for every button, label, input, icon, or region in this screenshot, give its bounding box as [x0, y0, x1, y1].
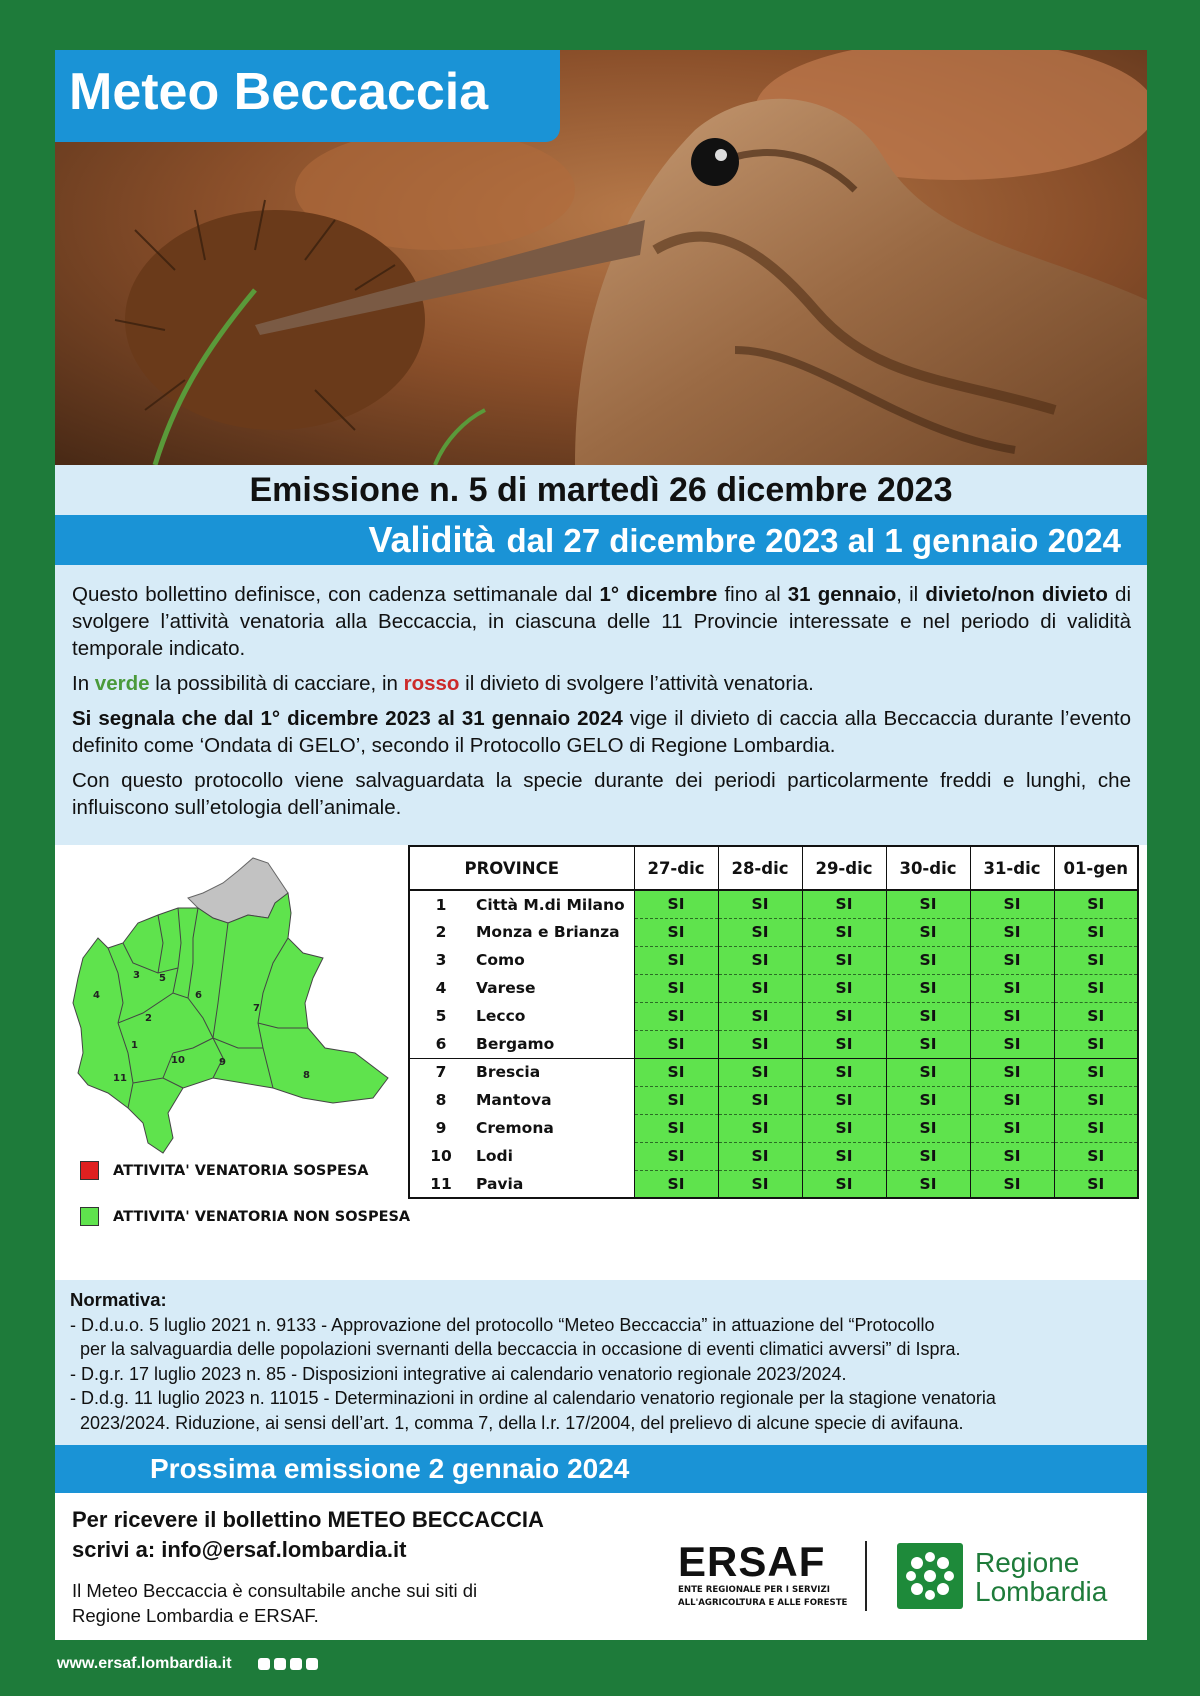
status-cell: SI	[1054, 1114, 1138, 1142]
status-cell: SI	[718, 1030, 802, 1058]
status-cell: SI	[634, 1002, 718, 1030]
status-cell: SI	[1054, 1170, 1138, 1198]
date-header: 29-dic	[802, 846, 886, 890]
subscribe-line: Per ricevere il bollettino METEO BECCACCIA	[72, 1507, 544, 1532]
legend-suspended	[80, 1161, 369, 1180]
province-number: 8	[435, 1091, 447, 1109]
status-cell: SI	[718, 918, 802, 946]
intro-text	[55, 565, 1147, 845]
instagram-icon[interactable]	[274, 1658, 286, 1670]
status-cell: SI	[718, 1170, 802, 1198]
intro-text-fragment: Questo bollettino definisce, con cadenza settimanale dal	[72, 583, 600, 606]
green-word: verde	[94, 672, 150, 695]
sites-line: Regione Lombardia e ERSAF.	[72, 1605, 319, 1626]
intro-paragraph-1	[72, 581, 1131, 662]
regione-word: Regione	[975, 1547, 1080, 1578]
map-label: 5	[159, 973, 166, 984]
status-cell: SI	[718, 946, 802, 974]
status-cell: SI	[970, 1058, 1054, 1086]
ersaf-wordmark: ERSAF	[678, 1538, 826, 1585]
legend-suspended-label: ATTIVITA' VENATORIA SOSPESA	[113, 1162, 369, 1179]
status-cell: SI	[970, 890, 1054, 918]
status-cell: SI	[886, 946, 970, 974]
rosa-camuna-icon	[897, 1543, 963, 1609]
ersaf-subtitle: ENTE REGIONALE PER I SERVIZI	[678, 1585, 830, 1595]
status-cell: SI	[634, 1170, 718, 1198]
bulletin-sheet	[55, 50, 1147, 1640]
intro-paragraph-2	[72, 670, 1131, 697]
map-label: 8	[303, 1070, 310, 1081]
table-row	[409, 946, 1138, 974]
red-swatch	[80, 1161, 99, 1180]
province-name: Varese	[472, 974, 634, 1002]
status-cell: SI	[1054, 1058, 1138, 1086]
table-row	[409, 1086, 1138, 1114]
table-row	[409, 1002, 1138, 1030]
status-cell: SI	[634, 974, 718, 1002]
hero-photo	[55, 50, 1147, 465]
status-cell: SI	[634, 890, 718, 918]
table-row	[409, 1058, 1138, 1086]
status-cell: SI	[970, 1170, 1054, 1198]
status-cell: SI	[802, 974, 886, 1002]
status-cell: SI	[634, 1058, 718, 1086]
youtube-icon[interactable]	[306, 1658, 318, 1670]
intro-text-fragment: vige il divieto di caccia alla Beccaccia durante l’evento definito come ‘Ondata di GELO’, secondo il Protocollo GELO di Regione Lombardia.	[72, 707, 1131, 757]
status-cell: SI	[1054, 1142, 1138, 1170]
province-name: Monza e Brianza	[472, 918, 634, 946]
table-row	[409, 974, 1138, 1002]
status-cell: SI	[886, 1030, 970, 1058]
status-cell: SI	[970, 1030, 1054, 1058]
intro-text-fragment: di svolgere l’attività venatoria alla Beccaccia, in ciascuna delle 11 Provincie interessate e nel periodo di validità temporale indicato.	[72, 583, 1131, 660]
validity-range: dal 27 dicembre 2023 al 1 gennaio 2024	[506, 522, 1121, 559]
status-cell: SI	[970, 946, 1054, 974]
green-swatch	[80, 1207, 99, 1226]
status-cell: SI	[970, 1142, 1054, 1170]
province-number: 3	[435, 951, 447, 969]
status-cell: SI	[1054, 890, 1138, 918]
map-label: 1	[131, 1040, 138, 1051]
status-cell: SI	[886, 1114, 970, 1142]
normativa-heading: Normativa:	[70, 1289, 167, 1310]
province-name: Como	[472, 946, 634, 974]
intro-bold-fragment: 1° dicembre	[599, 583, 718, 606]
status-cell: SI	[970, 1114, 1054, 1142]
title-banner	[55, 50, 560, 142]
status-cell: SI	[802, 918, 886, 946]
status-cell: SI	[802, 1030, 886, 1058]
status-cell: SI	[1054, 974, 1138, 1002]
normativa-item: per la salvaguardia delle popolazioni svernanti della beccaccia in occasione di eventi climatici avversi” di Ispra.	[80, 1339, 961, 1359]
normativa-item: 2023/2024. Riduzione, ai sensi dell’art. 1, comma 7, della l.r. 17/2004, del prelievo di alcune specie di avifauna.	[80, 1412, 964, 1433]
province-name: Brescia	[472, 1058, 634, 1086]
province-number: 5	[435, 1007, 447, 1025]
status-cell: SI	[718, 1142, 802, 1170]
province-name: Mantova	[472, 1086, 634, 1114]
status-cell: SI	[802, 1086, 886, 1114]
status-cell: SI	[970, 1002, 1054, 1030]
table-row	[409, 1030, 1138, 1058]
status-cell: SI	[1054, 918, 1138, 946]
status-cell: SI	[634, 1142, 718, 1170]
next-emission-date: 2 gennaio 2024	[428, 1453, 630, 1484]
sites-line: Il Meteo Beccaccia è consultabile anche sui siti di	[72, 1580, 478, 1601]
province-number: 7	[409, 1058, 472, 1086]
intro-bold-fragment: divieto/non divieto	[925, 583, 1108, 606]
province-number: 11	[430, 1174, 452, 1193]
emission-line: Emissione n. 5 di martedì 26 dicembre 2023	[55, 465, 1147, 515]
map-label: 7	[253, 1003, 260, 1014]
intro-text-fragment: il divieto di svolgere l’attività venatoria.	[459, 672, 814, 695]
linkedin-icon[interactable]	[290, 1658, 302, 1670]
intro-text-fragment: , il	[896, 583, 926, 606]
table-row	[409, 1114, 1138, 1142]
website-bar	[57, 1655, 318, 1673]
map-label: 4	[93, 990, 100, 1001]
status-cell: SI	[970, 1086, 1054, 1114]
status-cell: SI	[802, 1142, 886, 1170]
regione-lombardia-logo-icon	[897, 1543, 963, 1609]
status-cell: SI	[802, 890, 886, 918]
date-header: 30-dic	[886, 846, 970, 890]
province-number: 4	[435, 979, 447, 997]
legend-not-suspended	[80, 1207, 410, 1226]
intro-text-fragment: fino al	[717, 583, 788, 606]
legend-not-suspended-label: ATTIVITA' VENATORIA NON SOSPESA	[113, 1208, 411, 1225]
intro-text-fragment: la possibilità di cacciare, in	[149, 672, 404, 695]
date-header: 01-gen	[1054, 846, 1138, 890]
intro-bold-fragment: 31 gennaio	[787, 583, 897, 606]
intro-paragraph-3	[72, 705, 1131, 759]
status-cell: SI	[802, 1002, 886, 1030]
province-number: 10	[430, 1147, 452, 1165]
province-name: Cremona	[472, 1114, 634, 1142]
status-cell: SI	[718, 1114, 802, 1142]
province-number: 2	[435, 923, 447, 941]
status-cell: SI	[970, 974, 1054, 1002]
province-number: 6	[435, 1034, 447, 1053]
lombardy-map	[63, 853, 393, 1163]
validity-label: Validità	[368, 519, 495, 560]
province-name: Pavia	[472, 1170, 634, 1198]
status-cell: SI	[634, 1030, 718, 1058]
date-header: 28-dic	[718, 846, 802, 890]
map-label: 11	[113, 1073, 127, 1084]
website-link[interactable]: www.ersaf.lombardia.it	[57, 1655, 232, 1672]
table-row	[409, 1142, 1138, 1170]
status-cell: SI	[886, 1002, 970, 1030]
status-cell: SI	[886, 1058, 970, 1086]
regione-lombardia-text	[975, 1548, 1107, 1606]
status-cell: SI	[802, 1170, 886, 1198]
intro-bold-fragment: Si segnala che dal 1° dicembre 2023 al 31 gennaio 2024	[72, 707, 623, 730]
status-cell: SI	[634, 1086, 718, 1114]
provinces-section	[55, 845, 1147, 1280]
ersaf-logo	[678, 1538, 848, 1609]
map-label: 10	[171, 1055, 185, 1066]
status-cell: SI	[634, 946, 718, 974]
subscribe-info	[72, 1505, 544, 1565]
status-cell: SI	[634, 918, 718, 946]
next-emission-label: Prossima emissione	[150, 1453, 421, 1484]
table-row	[409, 918, 1138, 946]
normativa-item: - D.g.r. 17 luglio 2023 n. 85 - Disposizioni integrative ai calendario venatorio regionale 2023/2024.	[70, 1363, 847, 1384]
date-header: 31-dic	[970, 846, 1054, 890]
province-number: 1	[435, 895, 447, 914]
status-cell: SI	[718, 1002, 802, 1030]
status-cell: SI	[802, 1114, 886, 1142]
table-row	[409, 1170, 1138, 1198]
page-title: Meteo Beccaccia	[69, 63, 489, 121]
logo-divider	[865, 1541, 867, 1611]
sites-info	[72, 1578, 477, 1628]
map-label: 2	[145, 1013, 152, 1024]
province-name: Città M.di Milano	[472, 890, 634, 918]
status-cell: SI	[718, 1058, 802, 1086]
ersaf-subtitle: ALL'AGRICOLTURA E ALLE FORESTE	[678, 1598, 848, 1608]
validity-banner	[55, 515, 1147, 565]
status-cell: SI	[1054, 1086, 1138, 1114]
normativa-section	[55, 1280, 1147, 1445]
next-emission-banner	[55, 1445, 1147, 1493]
normativa-item: - D.d.g. 11 luglio 2023 n. 11015 - Determinazioni in ordine al calendario venatorio regionale per la stagione venatoria	[70, 1388, 996, 1408]
red-word: rosso	[403, 672, 460, 695]
map-label: 9	[219, 1057, 226, 1068]
status-cell: SI	[802, 1058, 886, 1086]
provinces-table	[408, 845, 1139, 1199]
status-cell: SI	[802, 946, 886, 974]
table-row	[409, 890, 1138, 918]
status-cell: SI	[970, 918, 1054, 946]
status-cell: SI	[718, 890, 802, 918]
province-header: PROVINCE	[409, 846, 634, 890]
intro-paragraph-4: Con questo protocollo viene salvaguardata la specie durante dei periodi particolarmente freddi e lunghi, che influiscono sull’etologia dell’animale.	[72, 769, 1131, 819]
status-cell: SI	[1054, 1002, 1138, 1030]
status-cell: SI	[718, 1086, 802, 1114]
status-cell: SI	[886, 1086, 970, 1114]
status-cell: SI	[634, 1114, 718, 1142]
status-cell: SI	[886, 890, 970, 918]
lombardia-word: Lombardia	[975, 1576, 1108, 1607]
province-name: Bergamo	[472, 1030, 634, 1058]
intro-text-fragment: In	[72, 672, 95, 695]
status-cell: SI	[718, 974, 802, 1002]
date-header: 27-dic	[634, 846, 718, 890]
table-header-row	[409, 846, 1138, 890]
province-number: 9	[435, 1119, 447, 1137]
status-cell: SI	[886, 918, 970, 946]
status-cell: SI	[886, 1142, 970, 1170]
status-cell: SI	[1054, 1030, 1138, 1058]
normativa-item: - D.d.u.o. 5 luglio 2021 n. 9133 - Approvazione del protocollo “Meteo Beccaccia” in attuazione del “Protocollo	[70, 1314, 935, 1335]
facebook-icon[interactable]	[258, 1658, 270, 1670]
status-cell: SI	[1054, 946, 1138, 974]
province-name: Lodi	[472, 1142, 634, 1170]
footer	[55, 1493, 1147, 1640]
status-cell: SI	[886, 974, 970, 1002]
email-line[interactable]: scrivi a: info@ersaf.lombardia.it	[72, 1537, 407, 1562]
status-cell: SI	[886, 1170, 970, 1198]
map-label: 3	[133, 970, 140, 981]
province-name: Lecco	[472, 1002, 634, 1030]
map-label: 6	[195, 990, 202, 1001]
